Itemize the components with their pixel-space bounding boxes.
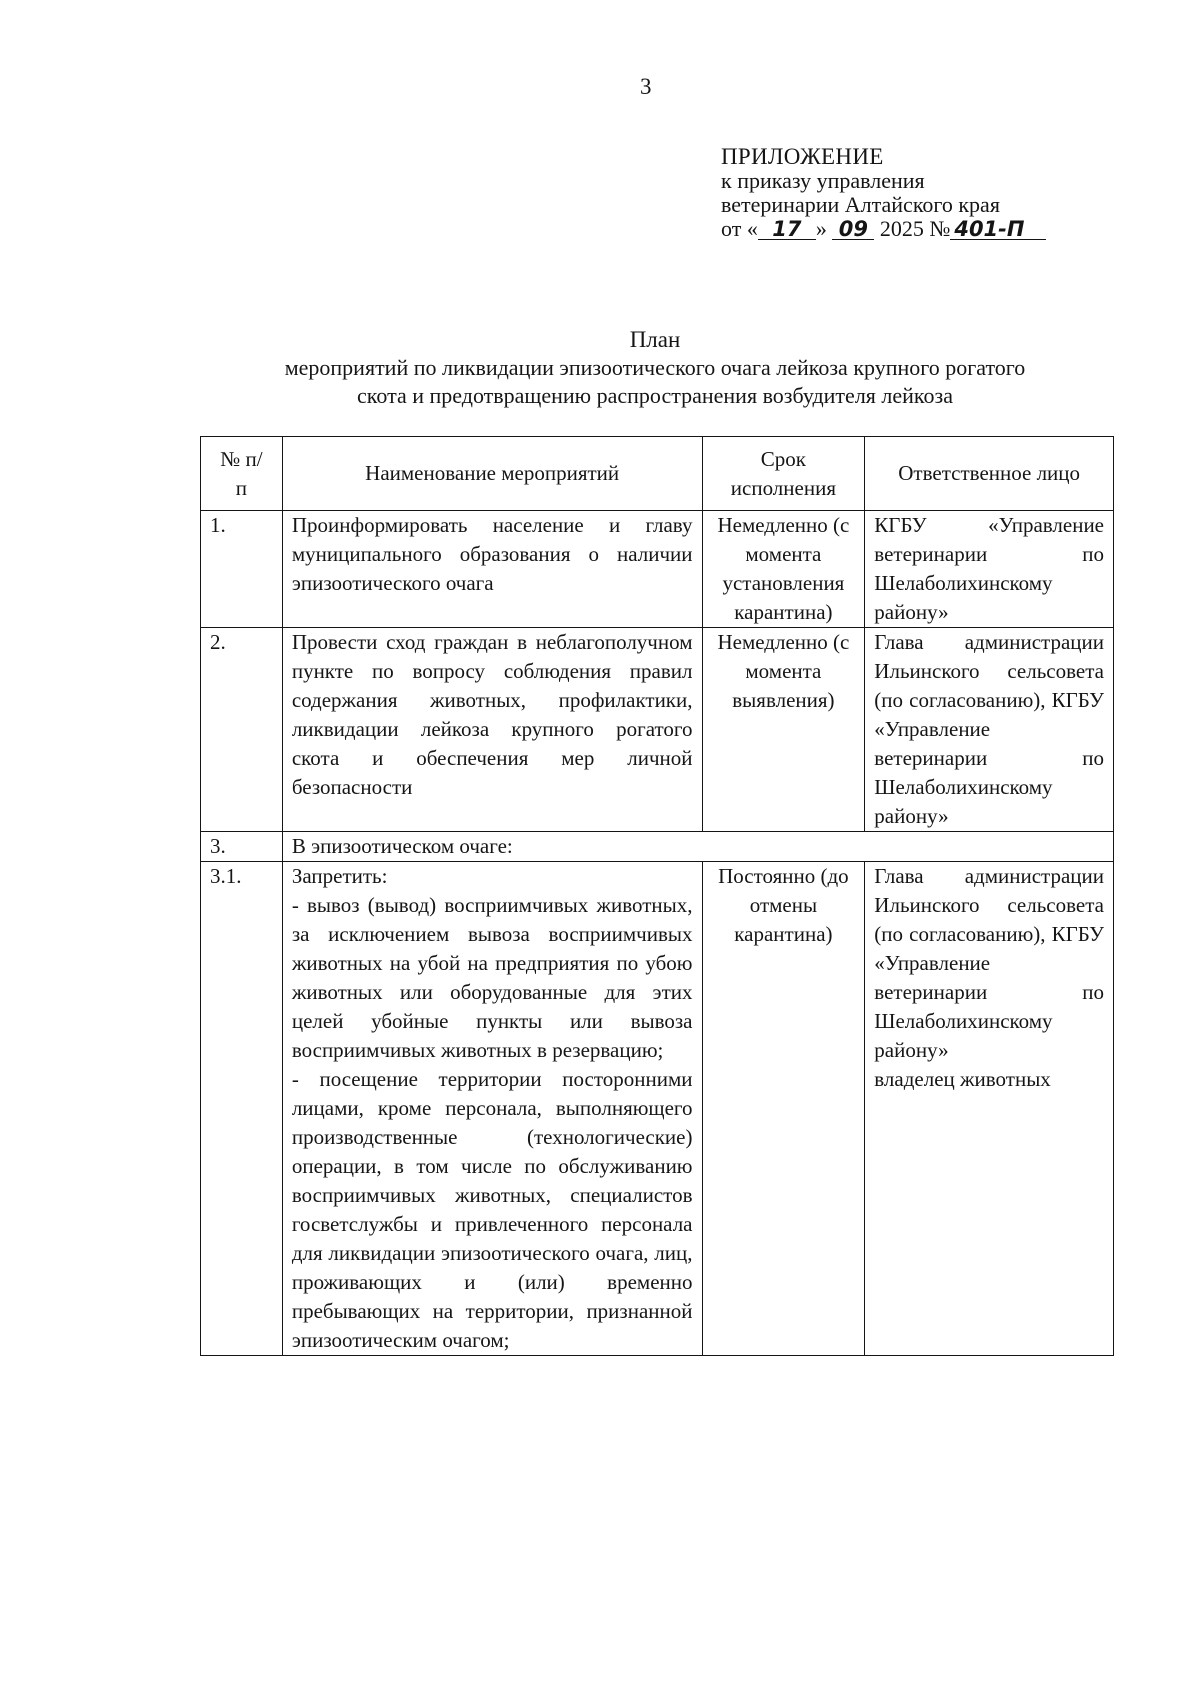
row-section-title: В эпизоотическом очаге:: [282, 832, 1113, 862]
appendix-line-1: к приказу управления: [721, 168, 925, 193]
row-name: Проинформировать население и главу муниципального образования о наличии эпизоотического очага: [282, 511, 702, 628]
row-num: 3.: [201, 832, 283, 862]
row-term: Постоянно (до отмены карантина): [702, 862, 865, 1356]
date-mid: »: [815, 216, 827, 241]
document-title: [150, 326, 1160, 410]
header-term: Срок исполнения: [702, 437, 865, 511]
title-word: План: [629, 327, 681, 352]
row-name: Провести сход граждан в неблагополучном пункте по вопросу соблюдения правил содержания животных, профилактики, ликвидации лейкоза крупного рогатого скота и обеспечения мер личной безопасности: [282, 628, 702, 832]
row-resp: Глава администрации Ильинского сельсовета (по согласованию), КГБУ «Управление ветеринарии по Шелаболихинскому району» владелец животных: [865, 862, 1114, 1356]
row-num: 3.1.: [201, 862, 283, 1356]
appendix-heading: ПРИЛОЖЕНИЕ: [721, 144, 884, 169]
row-num: 1.: [201, 511, 283, 628]
row-name-item: - вывоз (вывод) восприимчивых животных, за исключением вывоза восприимчивых животных на убой на предприятия по убою животных или оборудованные для этих целей убойные пункты или вывоза восприимчивых животных в резервацию;: [291, 893, 693, 1062]
table-row: [201, 511, 1114, 628]
appendix-line-2: ветеринарии Алтайского края: [721, 192, 1000, 217]
table-row: [201, 862, 1114, 1356]
row-num: 2.: [201, 628, 283, 832]
title-line-2: скота и предотвращению распространения возбудителя лейкоза: [357, 383, 953, 408]
appendix-block: [721, 145, 1046, 241]
row-term: Немедленно (с момента установления карантина): [702, 511, 865, 628]
row-name-intro: Запретить:: [291, 864, 388, 888]
table-row: [201, 628, 1114, 832]
row-term: Немедленно (с момента выявления): [702, 628, 865, 832]
row-resp-extra: владелец животных: [874, 1067, 1051, 1091]
row-name-item: - посещение территории посторонними лицами, кроме персонала, выполняющего производственные (технологические) операции, в том числе по обслуживанию восприимчивых животных, специалистов госветслужбы и привлеченного персонала для ликвидации эпизоотического очага, лиц, проживающих и (или) временно пребывающих на территории, признанной эпизоотическим очагом;: [291, 1067, 693, 1352]
plan-table: [200, 436, 1114, 1356]
date-prefix: от «: [721, 216, 758, 241]
appendix-date-line: [721, 217, 1046, 241]
header-resp: Ответственное лицо: [865, 437, 1114, 511]
header-num: № п/п: [201, 437, 283, 511]
page-number: 3: [640, 74, 652, 99]
date-month-handwritten: 09: [832, 219, 874, 240]
doc-number-handwritten: 401-П: [950, 219, 1046, 240]
row-resp: Глава администрации Ильинского сельсовета (по согласованию), КГБУ «Управление ветеринарии по Шелаболихинскому району»: [865, 628, 1114, 832]
table-row: [201, 832, 1114, 862]
row-name: [282, 862, 702, 1356]
date-day-handwritten: 17: [758, 219, 816, 240]
row-resp: КГБУ «Управление ветеринарии по Шелаболихинскому району»: [865, 511, 1114, 628]
table-header-row: [201, 437, 1114, 511]
header-name: Наименование мероприятий: [282, 437, 702, 511]
date-year: 2025 №: [879, 216, 951, 241]
title-line-1: мероприятий по ликвидации эпизоотического очага лейкоза крупного рогатого: [284, 355, 1026, 380]
